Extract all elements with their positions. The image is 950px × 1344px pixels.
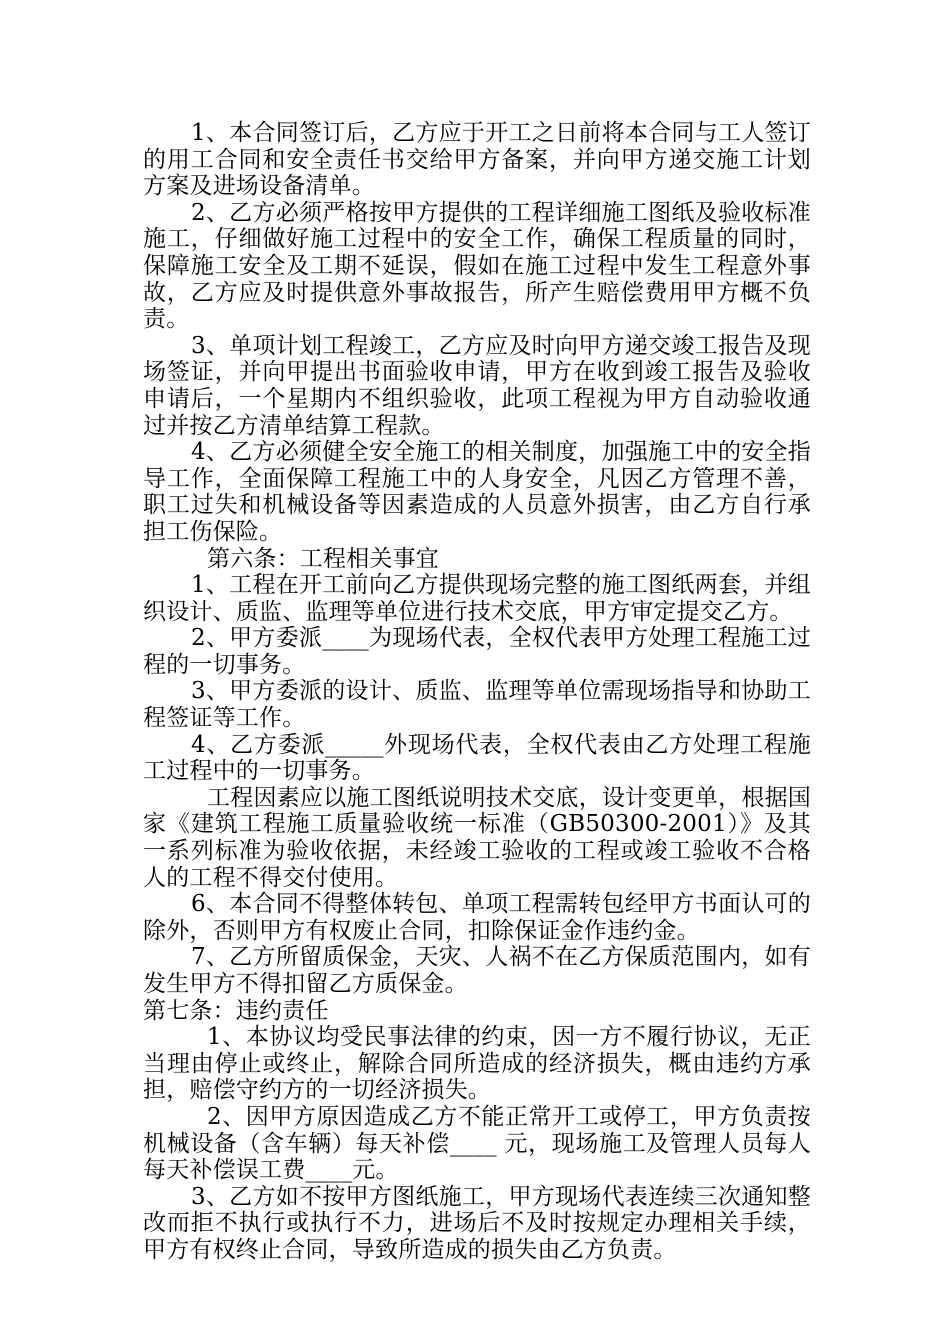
paragraph-clause-5-1: 1、本合同签订后，乙方应于开工之日前将本合同与工人签订的用工合同和安全责任书交给甲方备案，并向甲方递交施工计划方案及进场设备清单。 bbox=[143, 120, 811, 200]
document-body bbox=[143, 120, 811, 1264]
paragraph-clause-5-2: 2、乙方必须严格按甲方提供的工程详细施工图纸及验收标准施工，仔细做好施工过程中的安全工作，确保工程质量的同时，保障施工安全及工期不延误，假如在施工过程中发生工程意外事故，乙方应及时提供意外事故报告，所产生赔偿费用甲方概不负责。 bbox=[143, 199, 811, 333]
paragraph-clause-6-7: 7、乙方所留质保金，天灾、人祸不在乙方保质范围内，如有发生甲方不得扣留乙方质保金。 bbox=[143, 944, 811, 997]
section-heading-article-7: 第七条：违约责任 bbox=[143, 997, 329, 1024]
paragraph-clause-6-1: 1、工程在开工前向乙方提供现场完整的施工图纸两套，并组织设计、质监、监理等单位进行技术交底，甲方审定提交乙方。 bbox=[143, 572, 811, 625]
paragraph-clause-6-2: 2、甲方委派____为现场代表，全权代表甲方处理工程施工过程的一切事务。 bbox=[143, 625, 811, 678]
paragraph-clause-6-6: 6、本合同不得整体转包、单项工程需转包经甲方书面认可的除外，否则甲方有权废止合同，扣除保证金作违约金。 bbox=[143, 891, 811, 944]
paragraph-clause-7-2: 2、因甲方原因造成乙方不能正常开工或停工，甲方负责按机械设备（含车辆）每天补偿____ 元，现场施工及管理人员每人每天补偿误工费____元。 bbox=[143, 1103, 811, 1184]
paragraph-clause-6-3: 3、甲方委派的设计、质监、监理等单位需现场指导和协助工程签证等工作。 bbox=[143, 678, 811, 732]
paragraph-clause-7-3: 3、乙方如不按甲方图纸施工，甲方现场代表连续三次通知整改而拒不执行或执行不力，进场后不及时按规定办理相关手续，甲方有权终止合同，导致所造成的损失由乙方负责。 bbox=[143, 1183, 811, 1263]
paragraph-clause-6-5: 工程因素应以施工图纸说明技术交底，设计变更单，根据国家《建筑工程施工质量验收统一标准（GB50300-2001）》及其一系列标准为验收依据，未经竣工验收的工程或竣工验收不合格人的工程不得交付使用。 bbox=[143, 784, 811, 891]
paragraph-clause-5-4: 4、乙方必须健全安全施工的相关制度，加强施工中的安全指导工作，全面保障工程施工中的人身安全，凡因乙方管理不善，职工过失和机械设备等因素造成的人员意外损害，由乙方自行承担工伤保险。 bbox=[143, 439, 811, 545]
section-heading-article-6: 第六条：工程相关事宜 bbox=[207, 545, 439, 572]
paragraph-clause-6-4: 4、乙方委派_____外现场代表，全权代表由乙方处理工程施工过程中的一切事务。 bbox=[143, 731, 811, 785]
paragraph-clause-7-1: 1、本协议均受民事法律的约束，因一方不履行协议，无正当理由停止或终止，解除合同所造成的经济损失，概由违约方承担，赔偿守约方的一切经济损失。 bbox=[143, 1024, 811, 1104]
paragraph-clause-5-3: 3、单项计划工程竣工，乙方应及时向甲方递交竣工报告及现场签证，并向甲提出书面验收申请，甲方在收到竣工报告及验收申请后，一个星期内不组织验收，此项工程视为甲方自动验收通过并按乙方清单结算工程款。 bbox=[143, 332, 811, 439]
